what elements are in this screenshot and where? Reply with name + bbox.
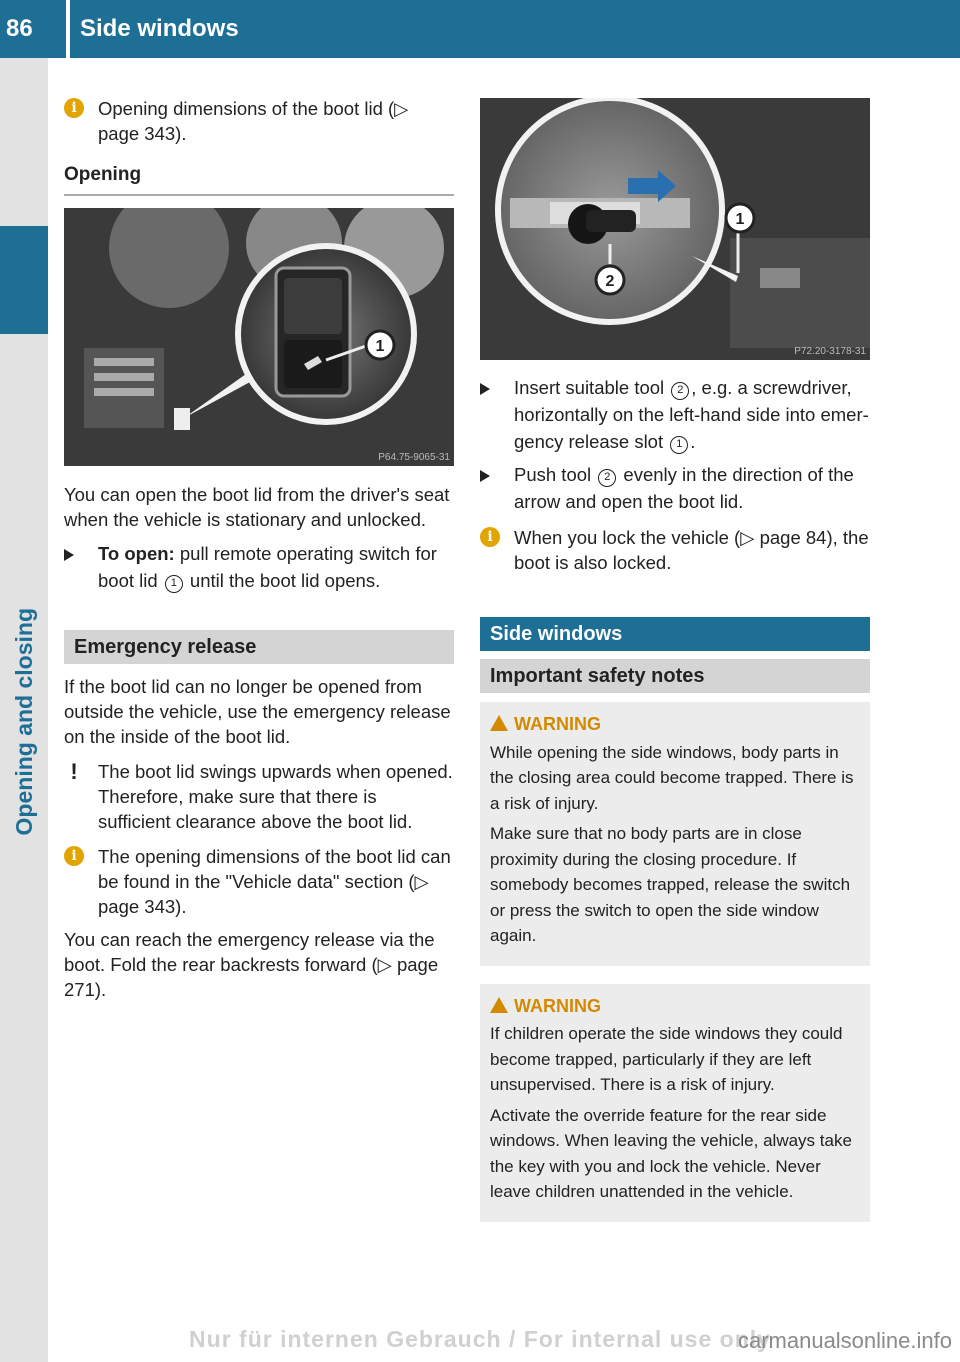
- info-icon: i: [64, 98, 84, 118]
- callout-ref: 2: [671, 382, 689, 400]
- warning-title: [490, 994, 860, 1020]
- figure-emergency-slot: [480, 98, 870, 360]
- figure-code: P64.75-9065-31: [378, 452, 450, 463]
- dashboard-illustration: [64, 208, 454, 466]
- left-column: [64, 96, 454, 1002]
- warning-text: Activate the override feature for the rear side windows. When leaving the vehicle, always take the key with you and lock the vehicle. Never leave children unattended in the vehicle.: [490, 1105, 852, 1201]
- heading-safety-notes: Important safety notes: [480, 659, 870, 693]
- section-sidebar: [0, 58, 48, 1362]
- step-push-tool: [480, 461, 870, 515]
- info-note-dimensions: [64, 96, 454, 146]
- step-to-open: [64, 540, 454, 594]
- info-note-lock: [480, 525, 870, 575]
- heading-side-windows: Side windows: [480, 617, 870, 651]
- paragraph-emergency-reach: You can reach the emergency release via the boot. Fold the rear backrests forward (▷ page 271).: [64, 929, 439, 1000]
- info-icon: i: [480, 527, 500, 547]
- caution-note: [64, 759, 454, 834]
- warning-title-text: WARNING: [514, 714, 601, 734]
- warning-text: While opening the side windows, body parts in the closing area could become trapped. There is a risk of injury.: [490, 742, 854, 813]
- info-note-text: Opening dimensions of the boot lid (▷ page 343).: [98, 98, 409, 144]
- callout-2-label: 2: [605, 273, 615, 290]
- step-text: pull remote operating switch for boot lid: [98, 543, 437, 591]
- warning-title: [490, 712, 860, 738]
- figure-boot-switch: [64, 208, 454, 466]
- callout-ref: 1: [165, 575, 183, 593]
- step-text: evenly in the direction of the arrow and open the boot lid.: [514, 464, 854, 512]
- internal-use-watermark: Nur für internen Gebrauch / For internal use only: [189, 1326, 771, 1352]
- header-divider: [66, 0, 70, 58]
- step-text: , e.g. a screwdriver, horizontally on the left-hand side into emergency release slot: [514, 377, 869, 452]
- step-label: To open:: [98, 543, 175, 564]
- info-icon: i: [64, 846, 84, 866]
- caution-text: The boot lid swings upwards when opened. Therefore, make sure that there is sufficient clearance above the boot lid.: [98, 761, 453, 832]
- callout-1-label: 1: [375, 338, 385, 355]
- boot-interior-illustration: [480, 98, 870, 360]
- page-title: Side windows: [80, 15, 239, 42]
- step-text: Insert suitable tool: [514, 377, 670, 398]
- warning-title-text: WARNING: [514, 995, 601, 1016]
- heading-emergency-release: Emergency release: [64, 630, 454, 664]
- figure-code: P72.20-3178-31: [794, 346, 866, 357]
- step-text: Push tool: [514, 464, 597, 485]
- warning-text: Make sure that no body parts are in close proximity during the closing procedure. If somebody becomes trapped, release the switch or press the switch to open the side window again.: [490, 824, 851, 945]
- step-arrow-icon: [480, 470, 490, 482]
- step-text: until the boot lid opens.: [184, 570, 381, 591]
- warning-icon: [490, 997, 508, 1013]
- info-note-text: When you lock the vehicle (▷ page 84), the boot is also locked.: [514, 527, 869, 573]
- step-arrow-icon: [64, 549, 74, 561]
- info-note-text: The opening dimensions of the boot lid can be found in the "Vehicle data" section (▷ page 343).: [98, 846, 451, 917]
- info-note-vehicle-data: [64, 844, 454, 919]
- exclamation-icon: !: [70, 759, 78, 784]
- heading-opening: Opening: [64, 164, 454, 196]
- warning-icon: [490, 715, 508, 731]
- callout-1-label: 1: [735, 211, 745, 228]
- paragraph-emergency-intro: If the boot lid can no longer be opened from outside the vehicle, use the emergency release on the inside of the boot lid.: [64, 676, 451, 747]
- page-number: 86: [6, 15, 33, 42]
- warning-text: If children operate the side windows they could become trapped, particularly if they are left unsupervised. There is a risk of injury.: [490, 1024, 843, 1094]
- step-insert-tool: [480, 374, 870, 455]
- site-watermark: carmanualsonline.info: [737, 1328, 952, 1353]
- page-header: [0, 0, 960, 58]
- callout-ref: 1: [670, 436, 688, 454]
- callout-ref: 2: [598, 469, 616, 487]
- paragraph-open-intro: You can open the boot lid from the driver's seat when the vehicle is stationary and unlocked.: [64, 484, 450, 530]
- warning-box-trapped: [480, 702, 870, 966]
- step-arrow-icon: [480, 383, 490, 395]
- warning-box-children: [480, 984, 870, 1222]
- section-label-wrap: [4, 608, 44, 836]
- section-label: Opening and closing: [11, 608, 37, 836]
- right-column: [480, 96, 870, 1222]
- section-tab-marker: [0, 226, 48, 334]
- step-text: .: [690, 431, 696, 452]
